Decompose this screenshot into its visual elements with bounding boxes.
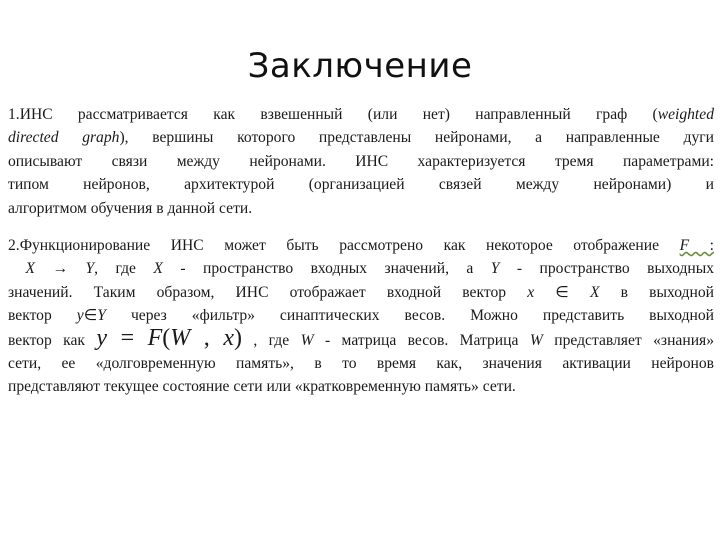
p2-line-2-text-c: - пространство выходных [499, 260, 715, 278]
p2-symbol-x: x [527, 283, 535, 301]
p1-line-2-text: ), вершины которого представлены нейронами, а направленные дуги [119, 129, 715, 147]
formula-y: y [96, 324, 108, 351]
p2-symbol-X: X [25, 260, 35, 278]
p1-line-1-text: 1.ИНС рассматривается как взвешенный (или нет) направленный граф ( [8, 106, 658, 123]
formula-equals: = [107, 324, 148, 351]
p2-line-4-text-a: вектор [8, 307, 77, 325]
p2-line-5-text-c: - матрица весов. Матрица [313, 331, 530, 349]
p2-line-3-text-a: значений. Таким образом, ИНС отображает входной вектор [8, 283, 528, 301]
p2-line-5-text-a: вектор как [8, 331, 97, 349]
p2-symbol-Y: Y [85, 260, 95, 278]
formula-W: W [170, 324, 191, 351]
formula-comma: , [190, 324, 224, 351]
p1-line-5: алгоритмом обучения в данной сети. [8, 199, 253, 217]
p2-line-2-text-a: , где [94, 260, 154, 278]
p1-line-2-italic: directed graph [8, 129, 120, 147]
paragraph-1 [8, 103, 714, 220]
paragraph-2 [8, 234, 714, 399]
formula-open-paren: ( [162, 324, 171, 351]
p2-line-1 [8, 234, 714, 257]
p2-line-3-text-b: в выходной [599, 283, 714, 301]
p2-line-2-text-b: - пространство входных значений, а [162, 260, 491, 278]
p2-line-3 [8, 281, 714, 304]
p2-line-5-text-b: , где [241, 331, 301, 349]
p2-line-1-text: 2.Функционирование ИНС может быть рассмотрено как некоторое отображение [8, 237, 680, 254]
p2-symbol-W2: W [529, 331, 543, 349]
formula-close-paren: ) [233, 324, 242, 351]
p2-line-7: представляют текущее состояние сети или «кратковременную память» сети. [8, 378, 516, 396]
p1-line-1 [8, 103, 714, 126]
formula-F: F [147, 324, 163, 351]
p2-symbol-Y3: Y [97, 307, 106, 325]
p2-symbol-W: W [300, 331, 314, 349]
p1-line-4: типом нейронов, архитектурой (организацией связей между нейронами) и [8, 176, 714, 194]
slide-title: Заключение [247, 46, 473, 86]
p1-line-3: описывают связи между нейронами. ИНС характеризуется тремя параметрами: [8, 152, 714, 170]
p1-line-1-italic: weighted [657, 106, 714, 123]
p2-symbol-F: F [679, 237, 690, 254]
element-of-icon-2: ∈ [83, 307, 98, 325]
p1-line-2 [8, 126, 714, 149]
p2-line-5 [8, 324, 715, 352]
p2-line-6: сети, ее «долговременную память», в то время как, значения активации нейронов [8, 355, 714, 373]
p2-line-2 [8, 257, 714, 280]
p2-line-4-text-b: через «фильтр» синаптических весов. Можно представить выходной [105, 307, 714, 325]
p2-symbol-y: y [76, 307, 84, 325]
formula-x: x [223, 324, 234, 351]
p2-line-5-text-d: представляет «знания» [542, 331, 715, 349]
element-of-icon: ∈ [555, 283, 569, 301]
arrow-icon: → [52, 260, 69, 278]
p2-symbol-X3: X [590, 283, 600, 301]
p2-colon: : [689, 237, 714, 254]
p2-symbol-Y2: Y [490, 260, 500, 278]
p2-symbol-X2: X [153, 260, 163, 278]
